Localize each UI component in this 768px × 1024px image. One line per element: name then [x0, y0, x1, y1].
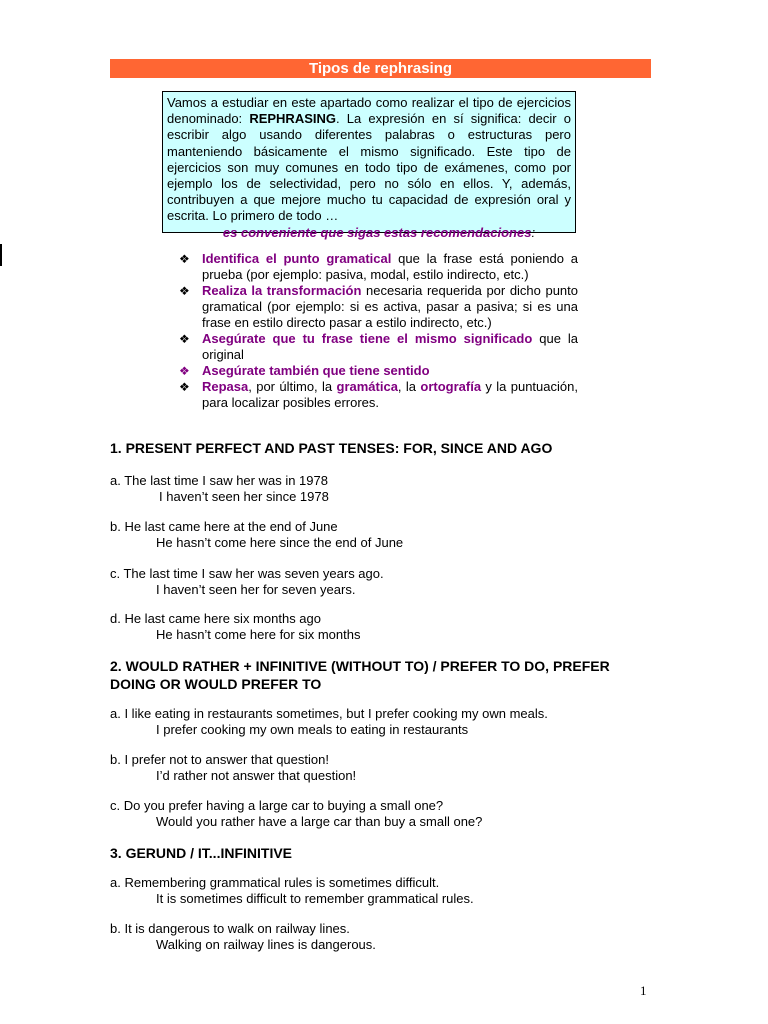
example-item: b. He last came here at the end of June He hasn’t come here since the end of June [110, 519, 404, 550]
intro-keyword: REPHRASING [249, 111, 336, 127]
example-item: b. It is dangerous to walk on railway lines. Walking on railway lines is dangerous. [110, 921, 376, 952]
diamond-bullet-icon: ❖ [179, 380, 190, 394]
intro-box [162, 91, 576, 240]
intro-text-after: . La expresión en sí significa: decir o escribir algo usando diferentes palabras o estructuras pero manteniendo básicamente el mismo significado. Este tipo de ejercicios son muy comunes en todo tipo de exámenes, como por ejemplo los de selectividad, pero no sólo en ellos. Y, además, contribuyen a que mejore mucho tu capacidad de expresión oral y escrita. Lo primero de todo … [167, 111, 571, 224]
example-item: a. Remembering grammatical rules is sometimes difficult. It is sometimes difficult to remember grammatical rules. [110, 875, 474, 906]
intro-text-before: Vamos a estudiar en este apartado como realizar el tipo de ejercicios denominado: [167, 95, 571, 127]
section-heading-1: 1. PRESENT PERFECT AND PAST TENSES: FOR, SINCE AND AGO [110, 440, 553, 456]
intro-recommendation: es conveniente que sigas estas recomendaciones: [222, 224, 536, 240]
example-item: a. I like eating in restaurants sometimes, but I prefer cooking my own meals. I prefer cooking my own meals to eating in restaurants [110, 706, 548, 737]
diamond-bullet-icon: ❖ [179, 332, 190, 346]
diamond-bullet-icon: ❖ [179, 364, 190, 378]
example-item: a. The last time I saw her was in 1978 I haven’t seen her since 1978 [110, 473, 329, 504]
list-item: ❖ Asegúrate también que tiene sentido [179, 363, 430, 378]
list-item: ❖ Asegúrate que tu frase tiene el mismo significado que la original [179, 331, 578, 362]
margin-change-bar [0, 244, 2, 266]
section-heading-3: 3. GERUND / IT...INFINITIVE [110, 845, 293, 861]
diamond-bullet-icon: ❖ [179, 252, 190, 266]
list-item: ❖ Realiza la transformación necesaria requerida por dicho punto gramatical (por ejemplo: si es activa, pasar a pasiva; si es una frase en estilo directo pasar a estilo indirecto, etc.) [179, 283, 578, 330]
example-item: c. The last time I saw her was seven years ago. I haven’t seen her for seven years. [110, 566, 384, 597]
diamond-bullet-icon: ❖ [179, 284, 190, 298]
example-item: d. He last came here six months ago He hasn’t come here for six months [110, 611, 361, 642]
page-title: Tipos de rephrasing [110, 59, 651, 78]
page-number: 1 [640, 983, 647, 998]
section-heading-2: 2. WOULD RATHER + INFINITIVE (WITHOUT TO) / PREFER TO DO, PREFER DOING OR WOULD PREFER TO [110, 658, 610, 692]
list-item: ❖ Repasa, por último, la gramática, la ortografía y la puntuación, para localizar posibles errores. [179, 379, 578, 410]
example-item: c. Do you prefer having a large car to buying a small one? Would you rather have a large car than buy a small one? [110, 798, 483, 829]
list-item: ❖ Identifica el punto gramatical que la frase está poniendo a prueba (por ejemplo: pasiva, modal, estilo indirecto, etc.) [179, 251, 578, 282]
example-item: b. I prefer not to answer that question! I’d rather not answer that question! [110, 752, 357, 783]
recommendation-list [179, 251, 578, 411]
